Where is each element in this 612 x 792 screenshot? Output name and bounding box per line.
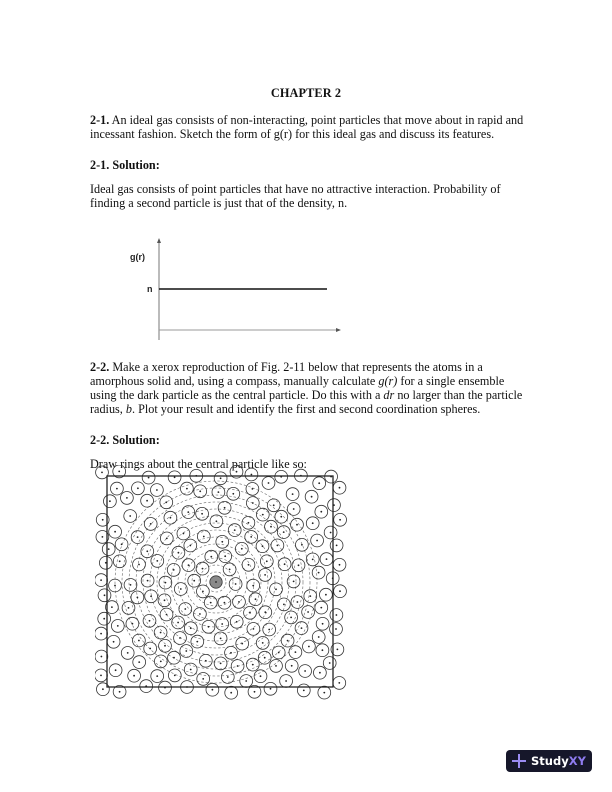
particle-center-dot: [262, 642, 264, 644]
particle-center-dot: [113, 641, 115, 643]
particle-center-dot: [336, 614, 338, 616]
particle-center-dot: [115, 669, 117, 671]
plus-icon: [512, 754, 526, 768]
particle-center-dot: [312, 559, 314, 561]
particle-center-dot: [137, 487, 139, 489]
particle-center-dot: [183, 533, 185, 535]
problem-2-2-statement: [90, 360, 530, 416]
particle-center-dot: [241, 548, 243, 550]
b-term: b: [125, 402, 132, 416]
particle-center-dot: [323, 692, 325, 694]
particle-center-dot: [304, 670, 306, 672]
particle-center-dot: [250, 536, 252, 538]
particle-center-dot: [319, 672, 321, 674]
particle-center-dot: [149, 620, 151, 622]
dr-term: dr: [383, 388, 395, 402]
particle-center-dot: [220, 663, 222, 665]
particle-center-dot: [295, 651, 297, 653]
particle-center-dot: [339, 487, 341, 489]
particle-center-dot: [301, 627, 303, 629]
central-particle-dot: [215, 581, 217, 583]
particle-center-dot: [249, 612, 251, 614]
particle-center-dot: [270, 526, 272, 528]
particle-center-dot: [173, 657, 175, 659]
particle-center-dot: [108, 548, 110, 550]
particle-center-dot: [202, 591, 204, 593]
particle-center-dot: [190, 669, 192, 671]
particle-center-dot: [100, 579, 102, 581]
particle-center-dot: [245, 680, 247, 682]
particle-center-dot: [188, 564, 190, 566]
particle-center-dot: [150, 523, 152, 525]
particle-center-dot: [318, 636, 320, 638]
particle-center-dot: [308, 646, 310, 648]
particle-center-dot: [137, 536, 139, 538]
particle-center-dot: [205, 660, 207, 662]
particle-center-dot: [114, 531, 116, 533]
particle-center-dot: [284, 563, 286, 565]
particle-center-dot: [170, 517, 172, 519]
solution-2-2-text: Draw rings about the central particle like so:: [90, 457, 307, 471]
particle-center-dot: [150, 595, 152, 597]
particle-center-dot: [129, 515, 131, 517]
particle-center-dot: [221, 541, 223, 543]
particle-center-dot: [174, 476, 176, 478]
particle-center-dot: [260, 675, 262, 677]
problem-text: . Plot your result and identify the first and second coordination spheres.: [131, 402, 481, 416]
particle-center-dot: [165, 582, 167, 584]
particle-center-dot: [268, 482, 270, 484]
particle-center-dot: [160, 632, 162, 634]
particle-center-dot: [275, 665, 277, 667]
particle-center-dot: [221, 623, 223, 625]
solution-2-2-heading: 2-2. Solution:: [90, 433, 160, 447]
particle-center-dot: [296, 524, 298, 526]
chapter-title: CHAPTER 2: [270, 86, 342, 100]
particle-center-dot: [138, 661, 140, 663]
studyxy-logo[interactable]: [506, 750, 592, 772]
particle-center-dot: [309, 595, 311, 597]
particle-center-dot: [252, 664, 254, 666]
particle-center-dot: [137, 597, 139, 599]
particle-center-dot: [102, 536, 104, 538]
particle-center-dot: [255, 598, 257, 600]
particle-center-dot: [193, 580, 195, 582]
problem-2-1-statement: [90, 113, 530, 141]
particle-center-dot: [164, 645, 166, 647]
particle-center-dot: [146, 550, 148, 552]
particle-center-dot: [185, 650, 187, 652]
particle-center-dot: [330, 532, 332, 534]
particle-center-dot: [336, 545, 338, 547]
particle-center-dot: [199, 613, 201, 615]
particle-center-dot: [119, 560, 121, 562]
particle-center-dot: [133, 675, 135, 677]
particle-center-dot: [325, 594, 327, 596]
particle-center-dot: [254, 691, 256, 693]
particle-center-dot: [186, 488, 188, 490]
particle-center-dot: [187, 511, 189, 513]
particle-center-dot: [184, 608, 186, 610]
particle-center-dot: [232, 493, 234, 495]
particle-center-dot: [201, 513, 203, 515]
particle-center-dot: [241, 643, 243, 645]
particle-center-dot: [190, 627, 192, 629]
particle-center-dot: [264, 657, 266, 659]
particle-center-dot: [264, 611, 266, 613]
y-axis-label: g(r): [130, 252, 145, 262]
particle-center-dot: [210, 556, 212, 558]
particle-center-dot: [301, 544, 303, 546]
particle-center-dot: [104, 594, 106, 596]
particle-center-dot: [248, 522, 250, 524]
particle-center-dot: [173, 569, 175, 571]
logo-text-main: Study: [531, 754, 569, 768]
particle-center-dot: [252, 585, 254, 587]
ideal-gas-gr-graph: [120, 232, 350, 342]
particle-center-dot: [291, 665, 293, 667]
density-label: n: [147, 284, 153, 294]
particle-center-dot: [218, 491, 220, 493]
particle-center-dot: [148, 477, 150, 479]
particle-center-dot: [203, 536, 205, 538]
particle-center-dot: [236, 621, 238, 623]
particle-center-dot: [202, 678, 204, 680]
particle-center-dot: [212, 689, 214, 691]
logo-text-accent: XY: [568, 754, 586, 768]
problem-text: for a single ensemble using the dark particle as the central particle. Do this with a: [90, 374, 505, 402]
particle-center-dot: [216, 520, 218, 522]
particle-center-dot: [318, 572, 320, 574]
particle-center-dot: [178, 552, 180, 554]
gr-term: g(r): [378, 374, 398, 388]
solution-2-1-text: Ideal gas consists of point particles that have no attractive interaction. Probability of finding a second particle is just that of the density, n.: [90, 182, 501, 210]
particle-center-dot: [320, 511, 322, 513]
particle-center-dot: [320, 607, 322, 609]
particle-center-dot: [138, 640, 140, 642]
particle-center-dot: [138, 564, 140, 566]
particle-center-dot: [293, 508, 295, 510]
problem-text: An ideal gas consists of non-interacting, point particles that move about in rapid and incessant fashion. Sketch the form of g(r) for this ideal gas and discuss its features.: [90, 113, 524, 141]
particle-center-dot: [283, 604, 285, 606]
particle-center-dot: [262, 545, 264, 547]
particle-center-dot: [101, 472, 103, 474]
particle-center-dot: [322, 623, 324, 625]
particle-center-dot: [251, 474, 253, 476]
particle-center-dot: [238, 601, 240, 603]
particle-center-dot: [287, 640, 289, 642]
particle-center-dot: [121, 543, 123, 545]
particle-center-dot: [311, 496, 313, 498]
particle-center-dot: [283, 531, 285, 533]
logo-text: [531, 754, 586, 768]
particle-center-dot: [199, 490, 201, 492]
amorphous-solid-figure: [95, 465, 350, 700]
particle-center-dot: [339, 590, 341, 592]
particle-center-dot: [268, 629, 270, 631]
particle-center-dot: [202, 568, 204, 570]
particle-center-dot: [103, 618, 105, 620]
particle-center-dot: [177, 622, 179, 624]
particle-center-dot: [117, 625, 119, 627]
particle-center-dot: [229, 569, 231, 571]
particle-center-dot: [101, 656, 103, 658]
particle-center-dot: [335, 628, 337, 630]
particle-center-dot: [253, 628, 255, 630]
particle-center-dot: [208, 626, 210, 628]
particle-center-dot: [146, 500, 148, 502]
particle-center-dot: [230, 692, 232, 694]
particle-center-dot: [164, 599, 166, 601]
particle-center-dot: [339, 519, 341, 521]
particle-center-dot: [292, 493, 294, 495]
particle-center-dot: [189, 545, 191, 547]
particle-center-dot: [329, 662, 331, 664]
particle-center-dot: [180, 588, 182, 590]
particle-center-dot: [102, 519, 104, 521]
y-axis-arrow: [157, 238, 161, 243]
particle-center-dot: [102, 688, 104, 690]
particle-center-dot: [224, 555, 226, 557]
particle-center-dot: [100, 633, 102, 635]
particle-center-dot: [285, 680, 287, 682]
particle-center-dot: [196, 641, 198, 643]
particle-center-dot: [119, 691, 121, 693]
particle-center-dot: [326, 558, 328, 560]
particle-center-dot: [338, 682, 340, 684]
particle-center-dot: [179, 637, 181, 639]
particle-center-dot: [339, 564, 341, 566]
particle-center-dot: [303, 690, 305, 692]
particle-center-dot: [252, 488, 254, 490]
solution-2-1-heading: 2-1. Solution:: [90, 158, 160, 172]
particle-center-dot: [118, 471, 120, 473]
particle-center-dot: [262, 514, 264, 516]
particle-center-dot: [307, 611, 309, 613]
particle-center-dot: [220, 638, 222, 640]
problem-number: 2-1.: [90, 113, 110, 127]
particle-center-dot: [322, 649, 324, 651]
particle-center-dot: [116, 488, 118, 490]
particle-center-dot: [160, 661, 162, 663]
particle-center-dot: [111, 606, 113, 608]
particle-center-dot: [318, 482, 320, 484]
particle-center-dot: [273, 504, 275, 506]
particle-center-dot: [280, 516, 282, 518]
particle-center-dot: [293, 581, 295, 583]
particle-center-dot: [234, 529, 236, 531]
particle-center-dot: [248, 564, 250, 566]
particle-center-dot: [165, 501, 167, 503]
particle-center-dot: [166, 614, 168, 616]
particle-center-dot: [126, 497, 128, 499]
particle-center-dot: [224, 602, 226, 604]
particle-center-dot: [130, 584, 132, 586]
problem-number: 2-2.: [90, 360, 110, 374]
particle-center-dot: [316, 540, 318, 542]
particle-center-dot: [132, 623, 134, 625]
particle-center-dot: [174, 675, 176, 677]
particle-center-dot: [264, 574, 266, 576]
particle-center-dot: [266, 560, 268, 562]
particle-center-dot: [312, 522, 314, 524]
particle-center-dot: [270, 688, 272, 690]
particle-center-dot: [252, 502, 254, 504]
x-axis-arrow: [336, 328, 341, 332]
particle-center-dot: [298, 564, 300, 566]
particle-center-dot: [227, 676, 229, 678]
particle-center-dot: [220, 477, 222, 479]
particle-center-dot: [236, 471, 238, 473]
particle-center-dot: [278, 652, 280, 654]
particle-center-dot: [147, 580, 149, 582]
particle-center-dot: [237, 665, 239, 667]
particle-center-dot: [156, 560, 158, 562]
particle-center-dot: [128, 607, 130, 609]
particle-center-dot: [156, 489, 158, 491]
particle-center-dot: [114, 585, 116, 587]
particle-center-dot: [290, 617, 292, 619]
particle-center-dot: [127, 652, 129, 654]
particle-center-dot: [224, 507, 226, 509]
particle-center-dot: [156, 675, 158, 677]
particle-center-dot: [230, 652, 232, 654]
particle-center-dot: [297, 601, 299, 603]
particle-center-dot: [337, 649, 339, 651]
particle-center-dot: [277, 545, 279, 547]
particle-center-dot: [100, 675, 102, 677]
particle-center-dot: [166, 538, 168, 540]
problem-text: no larger than the particle radius,: [90, 388, 523, 416]
particle-center-dot: [149, 648, 151, 650]
particle-center-dot: [235, 583, 237, 585]
particle-center-dot: [109, 500, 111, 502]
particle-center-dot: [275, 588, 277, 590]
problem-text: Make a xerox reproduction of Fig. 2-11 below that represents the atoms in a amorphous solid and, using a compass, manually calculate: [90, 360, 483, 388]
particle-center-dot: [210, 602, 212, 604]
